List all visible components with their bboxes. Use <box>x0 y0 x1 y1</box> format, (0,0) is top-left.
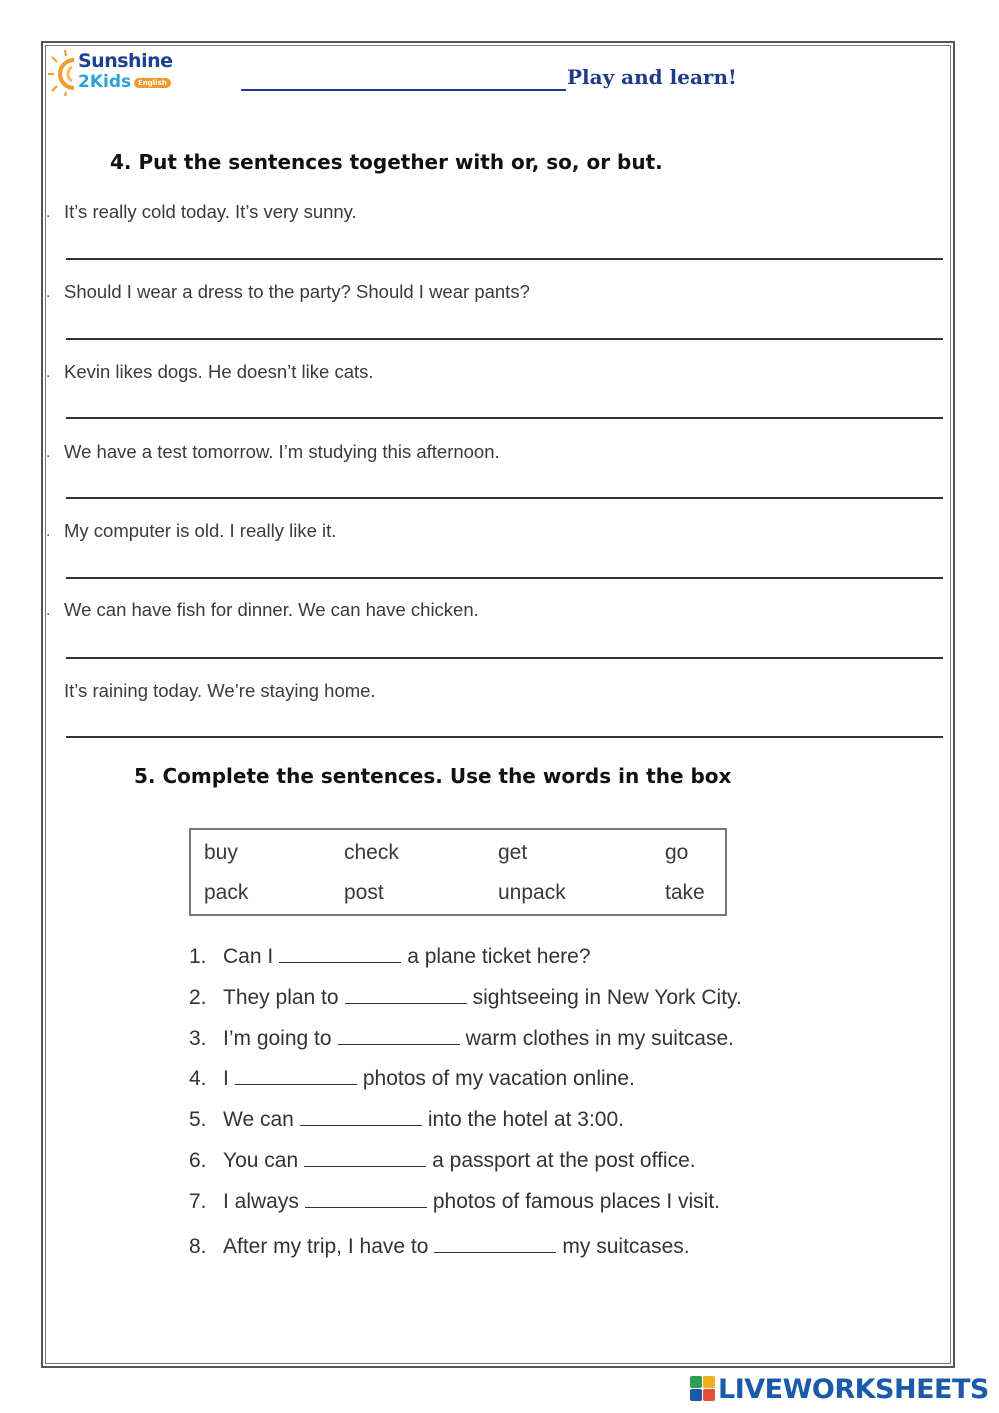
exercise4-item-6: We can have fish for dinner. We can have chicken. <box>64 599 479 620</box>
answer-line-3[interactable] <box>66 417 943 419</box>
item-text-before: You can <box>223 1149 299 1172</box>
item-text-after: my suitcases. <box>562 1235 690 1258</box>
answer-line-5[interactable] <box>66 577 943 579</box>
sunshine-logo <box>48 48 173 98</box>
logo-text-2kids: 2Kids <box>78 72 132 92</box>
answer-blank-1[interactable] <box>279 946 401 963</box>
exercise4-item-1: It’s really cold today. It’s very sunny. <box>64 201 357 222</box>
logo-badge: English <box>134 78 171 88</box>
bullet-dot: . <box>46 204 51 221</box>
item-number: 1. <box>189 945 207 968</box>
item-text-after: a plane ticket here? <box>407 945 591 968</box>
sun-icon <box>48 50 78 96</box>
answer-line-2[interactable] <box>66 338 943 340</box>
exercise5-item-4 <box>189 1067 635 1091</box>
bullet-dot: . <box>46 444 51 461</box>
item-text-after: into the hotel at 3:00. <box>427 1108 624 1131</box>
word-go: go <box>665 841 689 864</box>
exercise4-item-3: Kevin likes dogs. He doesn’t like cats. <box>64 361 374 382</box>
item-number: 5. <box>189 1108 207 1131</box>
exercise4-item-4: We have a test tomorrow. I’m studying this afternoon. <box>64 441 500 462</box>
item-text-after: photos of my vacation online. <box>362 1067 635 1090</box>
answer-blank-6[interactable] <box>304 1150 426 1167</box>
liveworksheets-logo-icon <box>690 1376 716 1402</box>
item-text-before: I’m going to <box>223 1027 332 1050</box>
exercise5-item-5 <box>189 1108 624 1132</box>
answer-blank-4[interactable] <box>235 1068 357 1085</box>
answer-line-4[interactable] <box>66 497 943 499</box>
item-number: 4. <box>189 1067 207 1090</box>
item-number: 6. <box>189 1149 207 1172</box>
bullet-dot: . <box>46 364 51 381</box>
item-number: 2. <box>189 986 207 1009</box>
item-text-before: Can I <box>223 945 274 968</box>
item-number: 8. <box>189 1235 207 1258</box>
bullet-dot: . <box>46 284 51 301</box>
item-text-before: They plan to <box>223 986 339 1009</box>
exercise5-item-1 <box>189 945 591 969</box>
exercise5-item-8 <box>189 1235 690 1259</box>
exercise4-heading: 4. Put the sentences together with or, so, or but. <box>110 150 663 174</box>
item-text-before: I always <box>223 1190 299 1213</box>
word-get: get <box>498 841 528 864</box>
answer-line-1[interactable] <box>66 258 943 260</box>
word-check: check <box>344 841 399 864</box>
word-post: post <box>344 881 384 904</box>
answer-blank-8[interactable] <box>434 1236 556 1253</box>
exercise5-heading: 5. Complete the sentences. Use the words in the box <box>134 764 732 788</box>
exercise5-item-3 <box>189 1027 734 1051</box>
exercise4-item-7: It’s raining today. We’re staying home. <box>64 680 376 701</box>
answer-line-6[interactable] <box>66 657 943 659</box>
answer-blank-5[interactable] <box>300 1109 422 1126</box>
item-text-before: I <box>223 1067 229 1090</box>
item-text-after: photos of famous places I visit. <box>432 1190 720 1213</box>
item-text-before: After my trip, I have to <box>223 1235 429 1258</box>
item-number: 3. <box>189 1027 207 1050</box>
word-box <box>189 828 727 916</box>
answer-line-7[interactable] <box>66 736 943 738</box>
word-unpack: unpack <box>498 881 566 904</box>
word-buy: buy <box>204 841 238 864</box>
exercise4-item-2: Should I wear a dress to the party? Should I wear pants? <box>64 281 530 302</box>
answer-blank-2[interactable] <box>345 987 467 1004</box>
item-text-after: warm clothes in my suitcase. <box>465 1027 734 1050</box>
answer-blank-3[interactable] <box>338 1028 460 1045</box>
word-take: take <box>665 881 705 904</box>
brand-text: LIVEWORKSHEETS <box>718 1373 989 1405</box>
page-title: Play and learn! <box>567 65 737 89</box>
liveworksheets-brand[interactable] <box>690 1373 989 1405</box>
name-write-line[interactable] <box>241 89 566 91</box>
item-text-before: We can <box>223 1108 294 1131</box>
answer-blank-7[interactable] <box>305 1191 427 1208</box>
word-pack: pack <box>204 881 249 904</box>
item-text-after: sightseeing in New York City. <box>472 986 742 1009</box>
exercise5-item-2 <box>189 986 742 1010</box>
exercise5-item-6 <box>189 1149 696 1173</box>
logo-text-sunshine: Sunshine <box>78 50 173 72</box>
exercise5-item-7 <box>189 1190 720 1214</box>
bullet-dot: . <box>46 523 51 540</box>
item-text-after: a passport at the post office. <box>432 1149 696 1172</box>
bullet-dot: . <box>46 602 51 619</box>
exercise4-item-5: My computer is old. I really like it. <box>64 520 337 541</box>
item-number: 7. <box>189 1190 207 1213</box>
